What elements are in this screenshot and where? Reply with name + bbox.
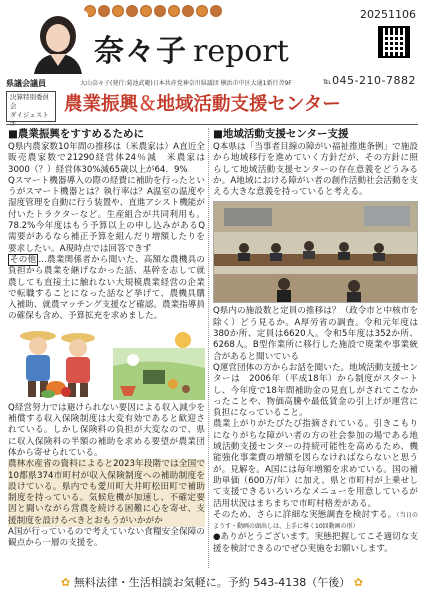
committee-photo bbox=[213, 201, 418, 303]
masthead-name: 奈々子 bbox=[94, 34, 187, 69]
masthead bbox=[94, 26, 289, 70]
flower-icon: ✿ bbox=[353, 576, 363, 589]
highlighted-paragraph bbox=[8, 459, 205, 527]
para-operators: Q運営団体の方からお話を聞いた。地域活動支援センターは 2006年（平成18年）から制度がスタートし、今年度で18年間補助金の見直しがされてこなかったことや、物価高騰や最低賃金の引上げが運営に負担になっていること。 bbox=[213, 362, 418, 419]
para-other-text: …農業関係者から聞いた、高額な農機具の負担から農業を継げなかった話、基幹を志して就農しても直接土に触れない大規模農業経営の企業で転職することになった話など挙げて、農機具購入補助、就農マッチング支援など確認。農業指導員の確保も含め、予算拡充を求めました。 bbox=[8, 254, 205, 322]
decorative-dots bbox=[84, 5, 222, 17]
footer bbox=[0, 574, 424, 590]
para-insurance-subsidy: 農林水産省の資料によると2023年段階では全国で10都県374市町村が収入保険制度への補助制度を設けている。県内でも愛川町大井町松田町で補助制度を持っている。気候危機が加速し、不確定要因と闘いながら営農を続ける困難に心を寄せ、支援制度を設けるべきとおもうがいかがか bbox=[8, 459, 205, 526]
divider bbox=[6, 124, 418, 125]
masthead-word: report bbox=[193, 34, 289, 69]
paragraph bbox=[8, 527, 205, 550]
digest-line-1: 決算特別委員会 bbox=[10, 93, 49, 110]
digest-line-2: ダイジェスト② bbox=[10, 111, 49, 128]
boxed-label: その他 bbox=[10, 254, 37, 265]
farmers-illustration-icon bbox=[8, 326, 205, 400]
dot-ornament bbox=[196, 5, 208, 17]
right-column bbox=[213, 128, 418, 555]
profile-role bbox=[6, 78, 46, 89]
section-heading-support-center: ■地域活動支援センター支援 bbox=[213, 128, 349, 140]
paragraph bbox=[213, 142, 418, 198]
page-title bbox=[64, 90, 341, 116]
role-label: 県議会議員 bbox=[6, 79, 46, 88]
para-survey-note: （当日のようす・動画の頭出しは、上手に導く10回動画の形） bbox=[213, 511, 418, 531]
para-significance: Q本県は「当事者目線の障がい福祉推進条例」で施設から地域移行を進めていく方針だが、その方針に照らして地域活動支援センターの存在意義をどうみるか。A地域における障がい者の創作活動社会活動を支える大きな意義を持っていると考える。 bbox=[213, 142, 418, 198]
phone-value: 045-210-7882 bbox=[332, 74, 416, 87]
para-sustainability: 農業上がりがたびたび指摘されている。引きこもりになりがちな障がい者の方の社会参加の場である地域活動支援センターの持続可能性を高めるため、機能強化事業費の増額を図らなければならないと思うが。見解を。A国には毎年増額を求めている。国の補助単価（600万/年）に加え、県と市町村が上乗せして支援できるいろいろなメニューを用意しているが活用状況はまちまちで市町村格差がある。 bbox=[213, 419, 418, 509]
dot-ornament bbox=[112, 5, 124, 17]
dot-ornament bbox=[210, 5, 222, 17]
dot-ornament bbox=[154, 5, 166, 17]
dot-ornament bbox=[126, 5, 138, 17]
dot-ornament bbox=[140, 5, 152, 17]
publisher-name: 大山奈々子(発行:菊池武範)日本共産党神奈川県議団 bbox=[80, 80, 219, 87]
para-facility-count: Q県内の施設数と定員の推移は？（政令市と中核市を除く）どう見るか。A厚労省の調査。令和元年度は380か所、定員は6620人。令和5年度は352か所、6268人。B型作業所に移行した施設で廃業や事業統合があると聞いている bbox=[213, 306, 418, 362]
para-survey bbox=[213, 510, 418, 533]
para-answer-national: A国が行っているので考えていない食糧安全保障の観点から一層の支援を。 bbox=[8, 527, 205, 549]
portrait-image bbox=[28, 10, 88, 74]
phone-icon: ℡ bbox=[322, 77, 333, 86]
phone-number[interactable] bbox=[323, 74, 416, 87]
para-other bbox=[8, 255, 205, 323]
paragraph bbox=[8, 142, 205, 323]
para-survey-text: そのため、さらに詳細な実態調査を検討する。 bbox=[213, 509, 397, 520]
para-smart-equipment: Qスマート機器導入の際の経費に補助を行ったというがスマート機器とは？執行率は？A温室の温度や湿度管理を自動に行う装置や、直進アシスト機能が付いたトラクターなど。生産組合が共同利用も。78.2%今年度はもう予算以上の申し込みがあるQ需要があるなら補正予算を組んだり増額したりを要求したい。A現時点では回答できず bbox=[8, 175, 205, 254]
office-address: 横浜市中区大通1新行舎9F bbox=[220, 80, 292, 87]
qr-code-icon[interactable] bbox=[378, 26, 410, 58]
dot-ornament bbox=[98, 5, 110, 17]
farm-illustration bbox=[8, 326, 205, 400]
avatar bbox=[28, 10, 88, 74]
banner-part-2: 地域活動支援センター bbox=[156, 94, 341, 115]
paragraph bbox=[213, 306, 418, 555]
dot-ornament bbox=[182, 5, 194, 17]
meeting-photo-icon bbox=[214, 202, 417, 302]
profile-address bbox=[80, 78, 292, 87]
para-farm-count: Q県内農家数10年間の推移は（米農家は）A直近全販売農家数で21290経営体24％減 米農家は3000（？）経営体30%減65歳以上が64．9% bbox=[8, 142, 205, 175]
issue-date: 20251106 bbox=[360, 8, 416, 21]
section-heading-agriculture: ■農業振興をすすめるために bbox=[8, 128, 145, 140]
digest-badge bbox=[6, 91, 56, 128]
banner-amp: ＆ bbox=[138, 94, 157, 115]
para-thanks: ●ありがとうございます。実態把握してこそ適切な支援を検討できるのでぜひ実施をお願いします。 bbox=[213, 532, 418, 554]
banner-part-1: 農業振興 bbox=[64, 94, 139, 115]
dot-ornament bbox=[168, 5, 180, 17]
paragraph bbox=[8, 403, 205, 459]
para-income-insurance: Q経営努力では避けられない要因による収入減少を補償する収入保険制度は大変有効であると歓迎されている。しかし保険料の負担が大変なので、県に収入保険料の半額の補助を求める要望が農業団体から寄せられている。 bbox=[8, 402, 205, 458]
flower-icon: ✿ bbox=[61, 576, 71, 589]
left-column bbox=[8, 128, 205, 550]
column-divider bbox=[208, 128, 209, 568]
footer-consultation: 無料法律・生活相談お気軽に。予約 543-4138（午後） bbox=[73, 576, 351, 589]
